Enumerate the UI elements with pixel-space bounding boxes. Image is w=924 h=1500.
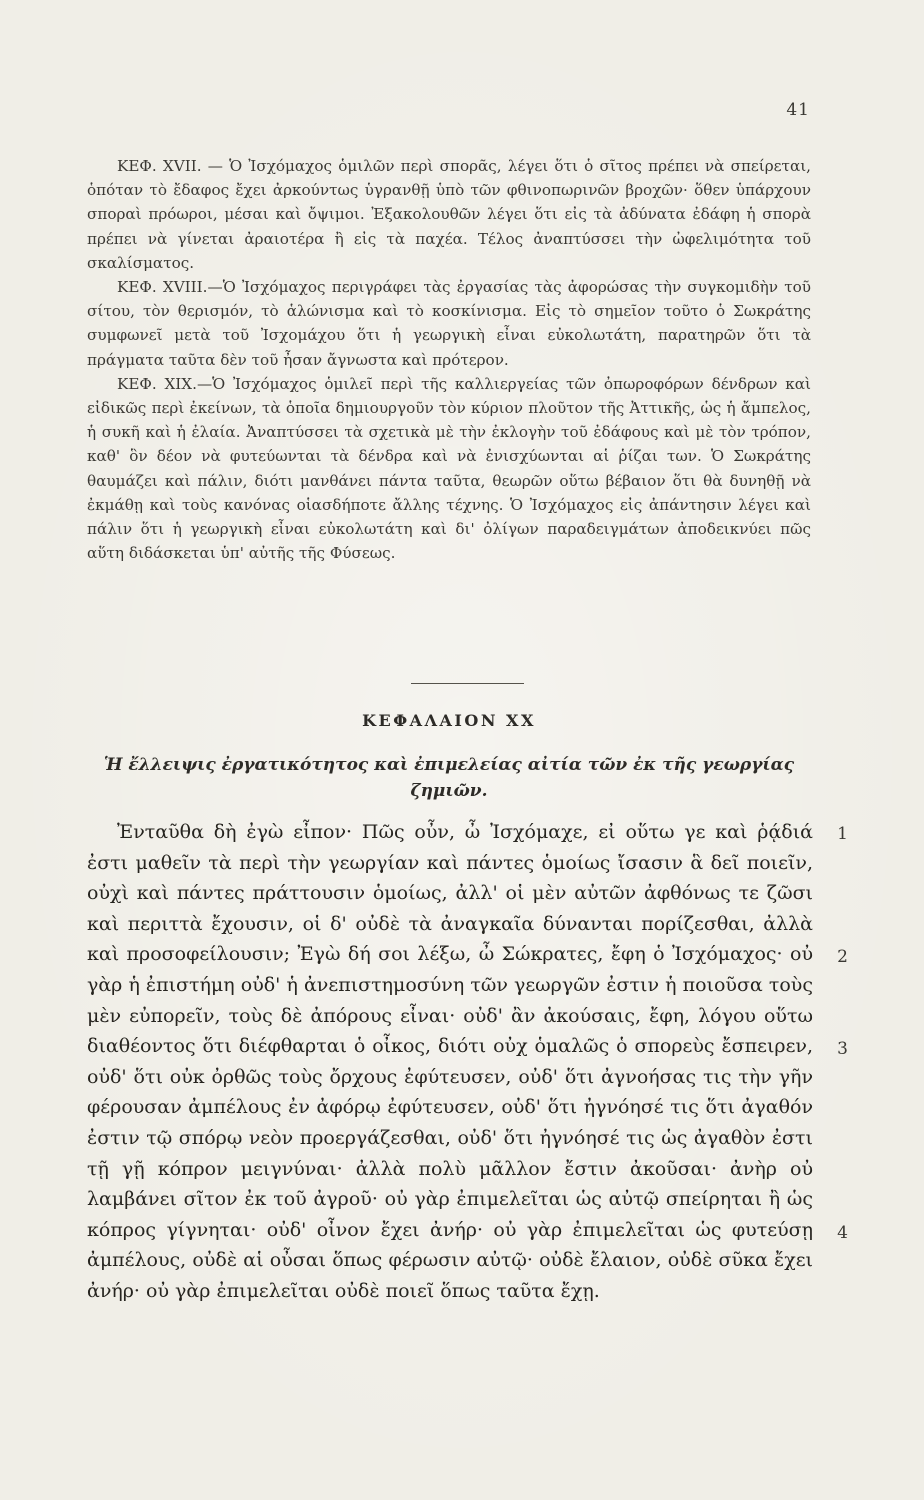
section-number: 2 (837, 947, 848, 967)
chapter-subtitle: Ἡ ἔλλειψις ἐργατικότητος καὶ ἐπιμελείας αἰτία τῶν ἐκ τῆς γεωργίας ζημιῶν. (103, 755, 795, 801)
body-paragraph: Ἐνταῦθα δὴ ἐγὼ εἶπον· Πῶς οὖν, ὦ Ἰσχόμαχε, εἰ οὕτω γε καὶ ῥᾴδιά ἐστι μαθεῖν τὰ περὶ τὴν γεωργίαν καὶ πάντες ὁμοίως ἴσασιν ἃ δεῖ ποιεῖν, οὐχὶ καὶ πάντες πράττουσιν ὁμοίως, ἀλλ' οἱ μὲν αὐτῶν ἀφθόνως τε ζῶσι καὶ περιττὰ ἔχουσιν, οἱ δ' οὐδὲ τὰ ἀναγκαῖα δύνανται πορίζεσθαι, ἀλλὰ καὶ προσοφείλουσιν; Ἐγὼ δή σοι λέξω, ὦ Σώκρατες, ἔφη ὁ Ἰσχόμαχος· οὐ γὰρ ἡ ἐπιστήμη οὐδ' ἡ ἀνεπιστημοσύνη τῶν γεωργῶν ἐστιν ἡ ποιοῦσα τοὺς μὲν εὐπορεῖν, τοὺς δὲ ἀπόρους εἶναι· οὐδ' ἂν ἀκούσαις, ἔφη, λόγου οὕτω διαθέοντος ὅτι διέφθαρται ὁ οἶκος, διότι οὐχ ὁμαλῶς ὁ σπορεὺς ἔσπειρεν, οὐδ' ὅτι οὐκ ὀρθῶς τοὺς ὄρχους ἐφύτευσεν, οὐδ' ὅτι ἀγνοήσας τις τὴν γῆν φέρουσαν ἀμπέλους ἐν ἀφόρῳ ἐφύτευσεν, οὐδ' ὅτι ἠγνόησέ τις ὅτι ἀγαθόν ἐστιν τῷ σπόρῳ νεὸν προεργάζεσθαι, οὐδ' ὅτι ἠγνόησέ τις ὡς ἀγαθὸν ἐστι τῇ γῇ κόπρον μειγνύναι· ἀλλὰ πολὺ μᾶλλον ἔστιν ἀκοῦσαι· ἀνὴρ οὐ λαμβάνει σῖτον ἐκ τοῦ ἀγροῦ· οὐ γὰρ ἐπιμελεῖται ὡς αὐτῷ σπείρηται ἢ ὡς κόπρος γίγνηται· οὐδ' οἶνον ἔχει ἀνήρ· οὐ γὰρ ἐπιμελεῖται ὡς φυτεύσῃ ἀμπέλους, οὐδὲ αἱ οὖσαι ὅπως φέρωσιν αὐτῷ· οὐδὲ ἔλαιον, οὐδὲ σῦκα ἔχει ἀνήρ· οὐ γὰρ ἐπιμελεῖται οὐδὲ ποιεῖ ὅπως ταῦτα ἔχῃ. (87, 821, 813, 1302)
section-number: 1 (837, 824, 848, 844)
page-number: 41 (786, 100, 810, 120)
section-number: 4 (837, 1223, 848, 1243)
chapter-heading: ΚΕΦΑΛΑΙΟΝ XX (362, 711, 536, 730)
chapter-body (87, 817, 813, 1307)
summary-chapter-17: ΚΕΦ. XVII. — Ὁ Ἰσχόμαχος ὁμιλῶν περὶ σπορᾶς, λέγει ὅτι ὁ σῖτος πρέπει νὰ σπείρεται, ὁπόταν τὸ ἔδαφος ἔχει ἀρκούντως ὑγρανθῇ ὑπὸ τῶν φθινοπωρινῶν βροχῶν· ὅθεν ὑπάρχουν σποραὶ πρόωροι, μέσαι καὶ ὄψιμοι. Ἐξακολουθῶν λέγει ὅτι εἰς τὰ ἀδύνατα ἐδάφη ἡ σπορὰ πρέπει νὰ γίνεται ἀραιοτέρα ἢ εἰς τὰ παχέα. Τέλος ἀναπτύσσει τὴν ὠφελιμότητα τοῦ σκαλίσματος. (87, 157, 811, 272)
section-divider (411, 683, 524, 684)
section-number: 3 (837, 1039, 848, 1059)
summary-chapter-19: ΚΕΦ. XIX.—Ὁ Ἰσχόμαχος ὁμιλεῖ περὶ τῆς καλλιεργείας τῶν ὀπωροφόρων δένδρων καὶ εἰδικῶς περὶ ἐκείνων, τὰ ὁποῖα δημιουργοῦν τὸν κύριον πλοῦτον τῆς Ἀττικῆς, ὡς ἡ ἄμπελος, ἡ συκῆ καὶ ἡ ἐλαία. Ἀναπτύσσει τὰ σχετικὰ μὲ τὴν ἐκλογὴν τοῦ ἐδάφους καὶ μὲ τὸν τρόπον, καθ' ὃν δέον νὰ φυτεύωνται τὰ δένδρα καὶ νὰ ἐνισχύωνται αἱ ῥίζαι των. Ὁ Σωκράτης θαυμάζει καὶ πάλιν, διότι μανθάνει πάντα ταῦτα, θεωρῶν οὕτω βέβαιον ὅτι θὰ δυνηθῇ νὰ ἐκμάθῃ καὶ τοὺς κανόνας οἱασδήποτε ἄλλης τέχνης. Ὁ Ἰσχόμαχος εἰς ἀπάντησιν λέγει καὶ πάλιν ὅτι ἡ γεωργικὴ εἶναι εὐκολωτάτη καὶ δι' ὀλίγων παραδειγμάτων ἀποδεικνύει πῶς αὕτη διδάσκεται ὑπ' αὐτῆς τῆς Φύσεως. (87, 374, 811, 563)
summary-chapter-18: ΚΕΦ. XVIII.—Ὁ Ἰσχόμαχος περιγράφει τὰς ἐργασίας τὰς ἀφορώσας τὴν συγκομιδὴν τοῦ σίτου, τὸν θερισμόν, τὸ ἁλώνισμα καὶ τὸ κοσκίνισμα. Εἰς τὸ σημεῖον τοῦτο ὁ Σωκράτης συμφωνεῖ μετὰ τοῦ Ἰσχομάχου ὅτι ἡ γεωργικὴ εἶναι εὐκολωτάτη, παρατηρῶν ὅτι τὰ πράγματα ταῦτα δὲν τοῦ ἦσαν ἄγνωστα καὶ πρότερον. (87, 278, 811, 369)
chapter-summaries (87, 154, 811, 565)
